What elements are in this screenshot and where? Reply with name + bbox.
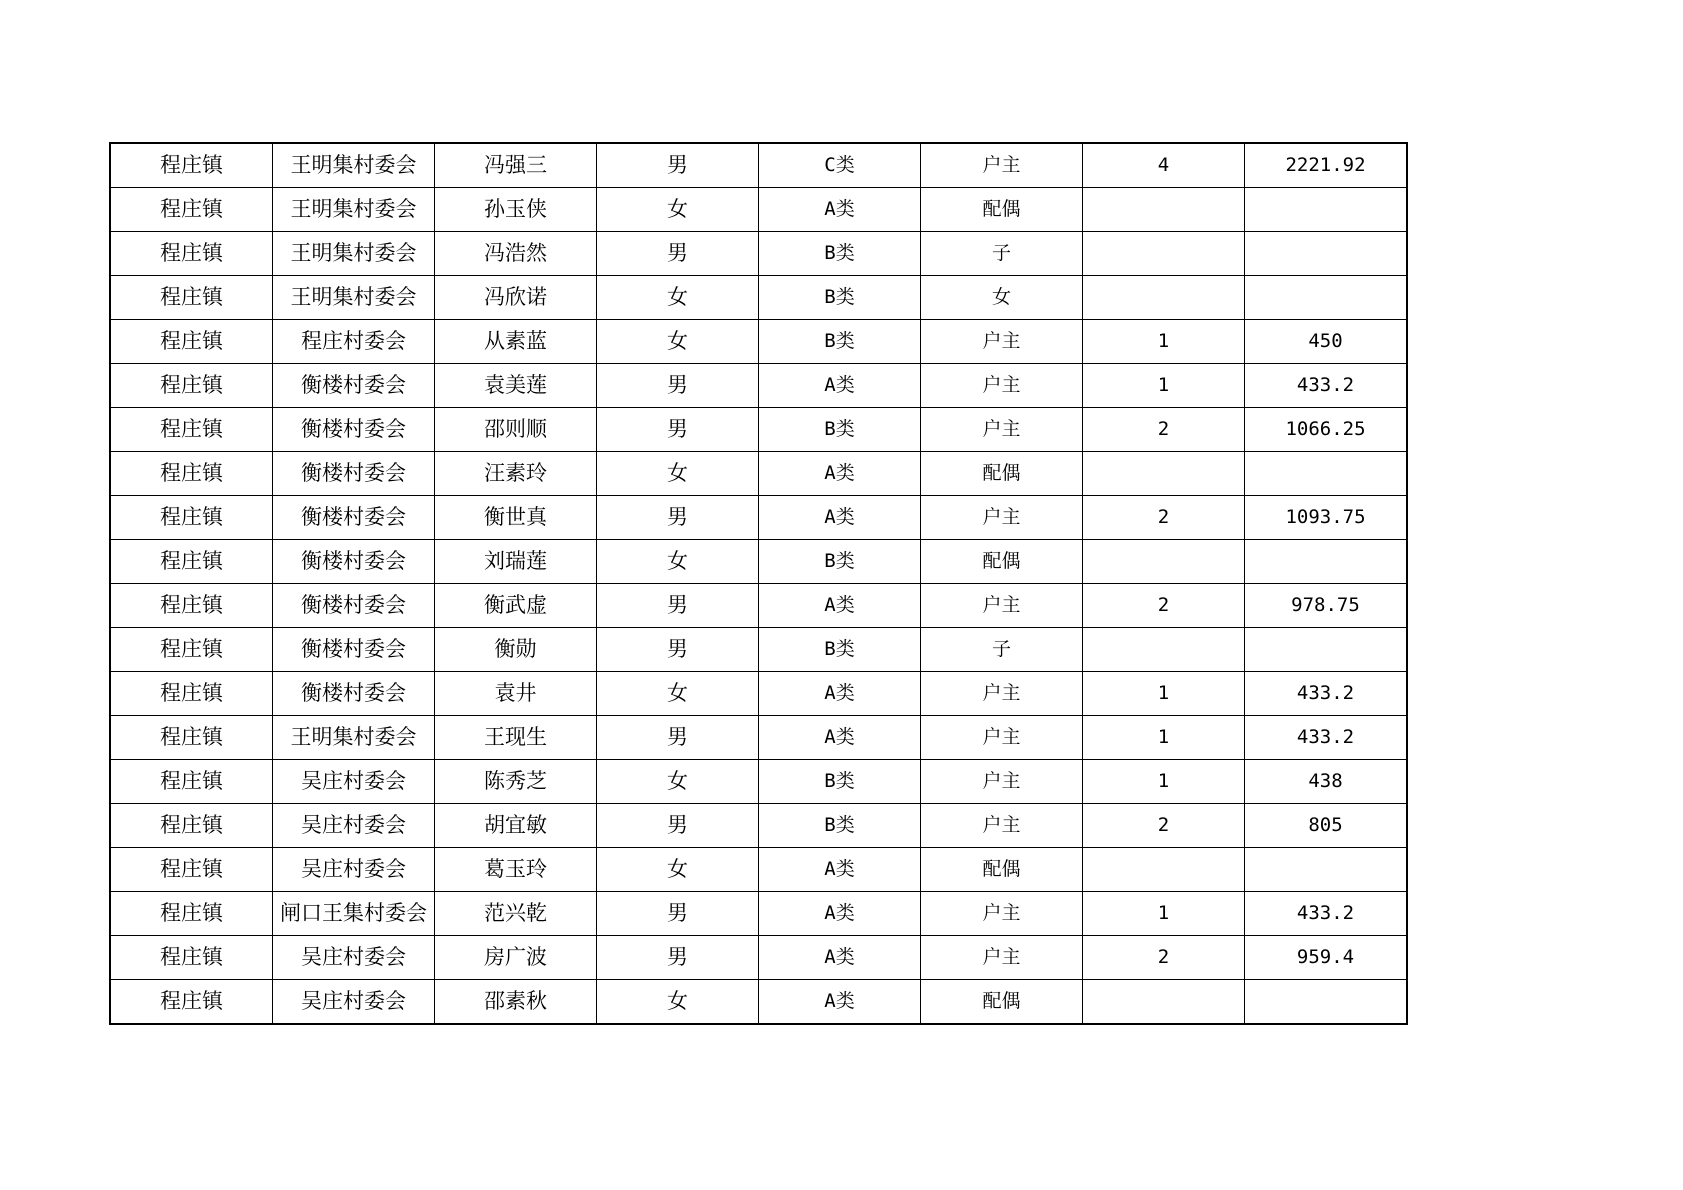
relation-cell: 女 bbox=[921, 276, 1083, 320]
relation-cell: 户主 bbox=[921, 804, 1083, 848]
table-row bbox=[110, 584, 1407, 628]
category-cell: B类 bbox=[759, 540, 921, 584]
name-cell: 冯欣诺 bbox=[435, 276, 597, 320]
amount-cell: 1066.25 bbox=[1245, 408, 1408, 452]
gender-cell: 女 bbox=[597, 980, 759, 1025]
household-size-cell bbox=[1083, 452, 1245, 496]
household-size-cell bbox=[1083, 188, 1245, 232]
village-cell: 吴庄村委会 bbox=[273, 760, 435, 804]
relation-cell: 配偶 bbox=[921, 452, 1083, 496]
name-cell: 胡宜敏 bbox=[435, 804, 597, 848]
household-size-cell: 1 bbox=[1083, 760, 1245, 804]
amount-cell: 1093.75 bbox=[1245, 496, 1408, 540]
gender-cell: 女 bbox=[597, 452, 759, 496]
amount-cell bbox=[1245, 628, 1408, 672]
village-cell: 衡楼村委会 bbox=[273, 408, 435, 452]
town-cell: 程庄镇 bbox=[110, 672, 273, 716]
table-row bbox=[110, 848, 1407, 892]
town-cell: 程庄镇 bbox=[110, 804, 273, 848]
category-cell: A类 bbox=[759, 672, 921, 716]
village-cell: 衡楼村委会 bbox=[273, 496, 435, 540]
village-cell: 程庄村委会 bbox=[273, 320, 435, 364]
relation-cell: 配偶 bbox=[921, 540, 1083, 584]
relation-cell: 户主 bbox=[921, 320, 1083, 364]
category-cell: A类 bbox=[759, 848, 921, 892]
relation-cell: 户主 bbox=[921, 143, 1083, 188]
gender-cell: 女 bbox=[597, 540, 759, 584]
household-size-cell bbox=[1083, 232, 1245, 276]
data-table bbox=[109, 142, 1408, 1025]
village-cell: 衡楼村委会 bbox=[273, 628, 435, 672]
name-cell: 陈秀芝 bbox=[435, 760, 597, 804]
amount-cell bbox=[1245, 540, 1408, 584]
name-cell: 葛玉玲 bbox=[435, 848, 597, 892]
amount-cell bbox=[1245, 848, 1408, 892]
town-cell: 程庄镇 bbox=[110, 540, 273, 584]
category-cell: B类 bbox=[759, 760, 921, 804]
household-size-cell: 4 bbox=[1083, 143, 1245, 188]
household-size-cell: 1 bbox=[1083, 320, 1245, 364]
table-row bbox=[110, 804, 1407, 848]
amount-cell: 438 bbox=[1245, 760, 1408, 804]
household-size-cell: 2 bbox=[1083, 408, 1245, 452]
gender-cell: 男 bbox=[597, 716, 759, 760]
gender-cell: 男 bbox=[597, 408, 759, 452]
relation-cell: 户主 bbox=[921, 408, 1083, 452]
gender-cell: 男 bbox=[597, 143, 759, 188]
amount-cell: 450 bbox=[1245, 320, 1408, 364]
town-cell: 程庄镇 bbox=[110, 188, 273, 232]
relation-cell: 子 bbox=[921, 232, 1083, 276]
village-cell: 吴庄村委会 bbox=[273, 848, 435, 892]
household-size-cell: 2 bbox=[1083, 496, 1245, 540]
category-cell: B类 bbox=[759, 276, 921, 320]
household-size-cell: 2 bbox=[1083, 936, 1245, 980]
category-cell: B类 bbox=[759, 320, 921, 364]
category-cell: C类 bbox=[759, 143, 921, 188]
relation-cell: 户主 bbox=[921, 760, 1083, 804]
town-cell: 程庄镇 bbox=[110, 364, 273, 408]
village-cell: 吴庄村委会 bbox=[273, 980, 435, 1025]
household-size-cell bbox=[1083, 628, 1245, 672]
table-row bbox=[110, 320, 1407, 364]
amount-cell: 433.2 bbox=[1245, 364, 1408, 408]
town-cell: 程庄镇 bbox=[110, 980, 273, 1025]
table-row bbox=[110, 936, 1407, 980]
amount-cell bbox=[1245, 232, 1408, 276]
table-row bbox=[110, 143, 1407, 188]
table-row bbox=[110, 188, 1407, 232]
name-cell: 孙玉侠 bbox=[435, 188, 597, 232]
village-cell: 闸口王集村委会 bbox=[273, 892, 435, 936]
town-cell: 程庄镇 bbox=[110, 628, 273, 672]
category-cell: B类 bbox=[759, 232, 921, 276]
relation-cell: 配偶 bbox=[921, 980, 1083, 1025]
gender-cell: 女 bbox=[597, 848, 759, 892]
category-cell: A类 bbox=[759, 936, 921, 980]
table-row bbox=[110, 364, 1407, 408]
gender-cell: 男 bbox=[597, 892, 759, 936]
table-row bbox=[110, 716, 1407, 760]
village-cell: 王明集村委会 bbox=[273, 232, 435, 276]
amount-cell: 959.4 bbox=[1245, 936, 1408, 980]
category-cell: A类 bbox=[759, 496, 921, 540]
table-row bbox=[110, 452, 1407, 496]
household-size-cell: 1 bbox=[1083, 892, 1245, 936]
village-cell: 王明集村委会 bbox=[273, 276, 435, 320]
name-cell: 衡武虚 bbox=[435, 584, 597, 628]
town-cell: 程庄镇 bbox=[110, 936, 273, 980]
table-row bbox=[110, 672, 1407, 716]
village-cell: 衡楼村委会 bbox=[273, 364, 435, 408]
relation-cell: 户主 bbox=[921, 364, 1083, 408]
amount-cell bbox=[1245, 452, 1408, 496]
village-cell: 衡楼村委会 bbox=[273, 672, 435, 716]
gender-cell: 女 bbox=[597, 320, 759, 364]
table-row bbox=[110, 540, 1407, 584]
town-cell: 程庄镇 bbox=[110, 452, 273, 496]
category-cell: A类 bbox=[759, 584, 921, 628]
relation-cell: 户主 bbox=[921, 936, 1083, 980]
gender-cell: 男 bbox=[597, 232, 759, 276]
name-cell: 房广波 bbox=[435, 936, 597, 980]
category-cell: A类 bbox=[759, 188, 921, 232]
village-cell: 王明集村委会 bbox=[273, 143, 435, 188]
name-cell: 从素蓝 bbox=[435, 320, 597, 364]
village-cell: 吴庄村委会 bbox=[273, 936, 435, 980]
town-cell: 程庄镇 bbox=[110, 716, 273, 760]
town-cell: 程庄镇 bbox=[110, 276, 273, 320]
household-size-cell bbox=[1083, 276, 1245, 320]
amount-cell: 2221.92 bbox=[1245, 143, 1408, 188]
gender-cell: 男 bbox=[597, 584, 759, 628]
household-size-cell: 2 bbox=[1083, 804, 1245, 848]
relation-cell: 户主 bbox=[921, 892, 1083, 936]
category-cell: B类 bbox=[759, 804, 921, 848]
amount-cell bbox=[1245, 980, 1408, 1025]
table-row bbox=[110, 980, 1407, 1025]
table-row bbox=[110, 276, 1407, 320]
table-row bbox=[110, 232, 1407, 276]
household-size-cell: 1 bbox=[1083, 716, 1245, 760]
table-row bbox=[110, 496, 1407, 540]
gender-cell: 男 bbox=[597, 364, 759, 408]
name-cell: 刘瑞莲 bbox=[435, 540, 597, 584]
name-cell: 邵则顺 bbox=[435, 408, 597, 452]
category-cell: A类 bbox=[759, 892, 921, 936]
village-cell: 王明集村委会 bbox=[273, 188, 435, 232]
name-cell: 衡世真 bbox=[435, 496, 597, 540]
amount-cell: 433.2 bbox=[1245, 672, 1408, 716]
name-cell: 汪素玲 bbox=[435, 452, 597, 496]
household-size-cell bbox=[1083, 980, 1245, 1025]
table-row bbox=[110, 760, 1407, 804]
town-cell: 程庄镇 bbox=[110, 760, 273, 804]
amount-cell bbox=[1245, 276, 1408, 320]
town-cell: 程庄镇 bbox=[110, 320, 273, 364]
name-cell: 邵素秋 bbox=[435, 980, 597, 1025]
relation-cell: 户主 bbox=[921, 672, 1083, 716]
village-cell: 衡楼村委会 bbox=[273, 452, 435, 496]
relation-cell: 子 bbox=[921, 628, 1083, 672]
town-cell: 程庄镇 bbox=[110, 232, 273, 276]
category-cell: B类 bbox=[759, 628, 921, 672]
town-cell: 程庄镇 bbox=[110, 408, 273, 452]
table-row bbox=[110, 892, 1407, 936]
name-cell: 袁美莲 bbox=[435, 364, 597, 408]
gender-cell: 男 bbox=[597, 628, 759, 672]
relation-cell: 户主 bbox=[921, 716, 1083, 760]
category-cell: A类 bbox=[759, 980, 921, 1025]
table-body bbox=[110, 143, 1407, 1024]
town-cell: 程庄镇 bbox=[110, 584, 273, 628]
household-size-cell bbox=[1083, 848, 1245, 892]
gender-cell: 女 bbox=[597, 672, 759, 716]
household-size-cell: 2 bbox=[1083, 584, 1245, 628]
town-cell: 程庄镇 bbox=[110, 143, 273, 188]
town-cell: 程庄镇 bbox=[110, 848, 273, 892]
town-cell: 程庄镇 bbox=[110, 892, 273, 936]
name-cell: 衡勋 bbox=[435, 628, 597, 672]
name-cell: 冯浩然 bbox=[435, 232, 597, 276]
name-cell: 王现生 bbox=[435, 716, 597, 760]
amount-cell: 978.75 bbox=[1245, 584, 1408, 628]
gender-cell: 女 bbox=[597, 276, 759, 320]
name-cell: 冯强三 bbox=[435, 143, 597, 188]
household-size-cell bbox=[1083, 540, 1245, 584]
relation-cell: 户主 bbox=[921, 496, 1083, 540]
category-cell: A类 bbox=[759, 716, 921, 760]
amount-cell: 805 bbox=[1245, 804, 1408, 848]
amount-cell: 433.2 bbox=[1245, 892, 1408, 936]
relation-cell: 配偶 bbox=[921, 848, 1083, 892]
name-cell: 袁井 bbox=[435, 672, 597, 716]
gender-cell: 男 bbox=[597, 804, 759, 848]
gender-cell: 女 bbox=[597, 760, 759, 804]
category-cell: A类 bbox=[759, 452, 921, 496]
village-cell: 衡楼村委会 bbox=[273, 584, 435, 628]
gender-cell: 男 bbox=[597, 496, 759, 540]
category-cell: B类 bbox=[759, 408, 921, 452]
amount-cell: 433.2 bbox=[1245, 716, 1408, 760]
gender-cell: 女 bbox=[597, 188, 759, 232]
amount-cell bbox=[1245, 188, 1408, 232]
name-cell: 范兴乾 bbox=[435, 892, 597, 936]
household-size-cell: 1 bbox=[1083, 672, 1245, 716]
relation-cell: 配偶 bbox=[921, 188, 1083, 232]
table-row bbox=[110, 628, 1407, 672]
relation-cell: 户主 bbox=[921, 584, 1083, 628]
household-size-cell: 1 bbox=[1083, 364, 1245, 408]
category-cell: A类 bbox=[759, 364, 921, 408]
table-row bbox=[110, 408, 1407, 452]
village-cell: 衡楼村委会 bbox=[273, 540, 435, 584]
village-cell: 王明集村委会 bbox=[273, 716, 435, 760]
village-cell: 吴庄村委会 bbox=[273, 804, 435, 848]
town-cell: 程庄镇 bbox=[110, 496, 273, 540]
gender-cell: 男 bbox=[597, 936, 759, 980]
